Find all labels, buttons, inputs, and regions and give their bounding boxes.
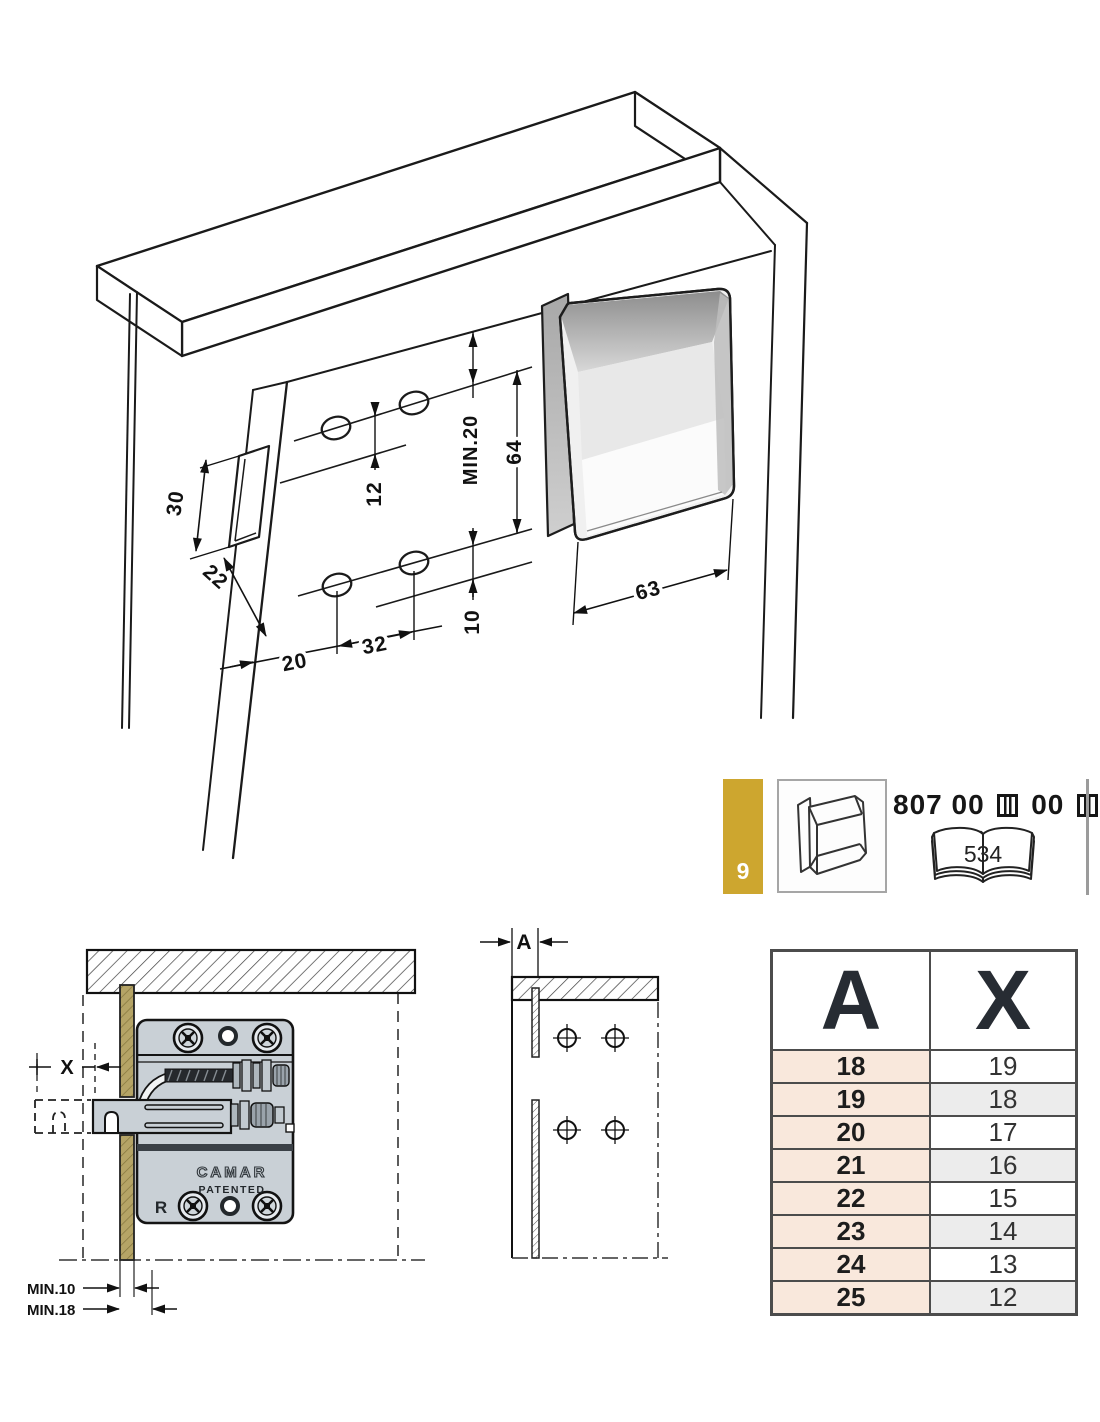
dim-min10: MIN.10 (27, 1281, 76, 1298)
table-header-row (772, 951, 1077, 1051)
a-value: 22 (772, 1182, 931, 1215)
top-panel-section (87, 950, 415, 993)
dim-a: A (516, 931, 532, 954)
cover-cap-icon (779, 781, 885, 891)
back-panel-strip (532, 988, 539, 1258)
dim-63: 63 (632, 576, 664, 606)
dim-min18: MIN.18 (27, 1302, 76, 1319)
brand-text: CAMAR (196, 1164, 268, 1181)
min-dimensions (83, 1288, 177, 1309)
dim-30: 30 (162, 488, 189, 518)
x-value: 13 (930, 1248, 1077, 1281)
dim-32: 32 (360, 631, 390, 660)
a-value: 19 (772, 1083, 931, 1116)
bracket-section-drawing (25, 925, 455, 1325)
table-row (772, 1182, 1077, 1215)
table-row (772, 1248, 1077, 1281)
cabinet-isometric-drawing (70, 80, 830, 890)
x-value: 15 (930, 1182, 1077, 1215)
table-row (772, 1215, 1077, 1248)
x-value: 18 (930, 1083, 1077, 1116)
a-value: 20 (772, 1116, 931, 1149)
hook-arm (93, 1100, 231, 1133)
table-row (772, 1149, 1077, 1182)
order-code-prefix: 807 00 (893, 789, 985, 820)
dim-10: 10 (461, 609, 484, 635)
adjustment-table (770, 949, 1078, 1316)
dim-x: X (60, 1057, 74, 1079)
dim-22: 22 (198, 560, 233, 595)
x-dimension (29, 1043, 121, 1097)
hook-slot (229, 446, 269, 547)
cover-cap (542, 289, 734, 540)
x-value: 16 (930, 1149, 1077, 1182)
x-value: 17 (930, 1116, 1077, 1149)
dim-64: 64 (503, 439, 526, 465)
table-row (772, 1083, 1077, 1116)
x-value: 12 (930, 1281, 1077, 1315)
category-badge (723, 779, 763, 894)
a-value: 25 (772, 1281, 931, 1315)
col-header-x: X (930, 951, 1077, 1051)
table-row (772, 1050, 1077, 1083)
order-code-mid: 00 (1031, 789, 1065, 820)
a-value: 18 (772, 1050, 931, 1083)
table-row (772, 1116, 1077, 1149)
section-divider (1086, 779, 1089, 895)
dim-12: 12 (363, 481, 386, 507)
a-value: 23 (772, 1215, 931, 1248)
code-placeholder-icon (997, 794, 1018, 817)
product-icon-box (777, 779, 887, 893)
x-value: 14 (930, 1215, 1077, 1248)
a-value: 21 (772, 1149, 931, 1182)
drill-holes-side (553, 1024, 629, 1144)
catalog-page-number: 534 (963, 841, 1003, 867)
a-value: 24 (772, 1248, 931, 1281)
x-value: 19 (930, 1050, 1077, 1083)
col-header-a: A (772, 951, 931, 1051)
panel-side-view (470, 920, 680, 1270)
patented-text: PATENTED (198, 1184, 266, 1196)
dim-20: 20 (280, 648, 310, 677)
order-code (893, 789, 1093, 821)
category-number: 9 (736, 858, 750, 884)
dim-min20: MIN.20 (460, 414, 482, 486)
drill-holes (280, 367, 532, 607)
table-row (772, 1281, 1077, 1315)
catalog-book-icon (918, 822, 1048, 892)
side-mark: R (154, 1198, 168, 1217)
